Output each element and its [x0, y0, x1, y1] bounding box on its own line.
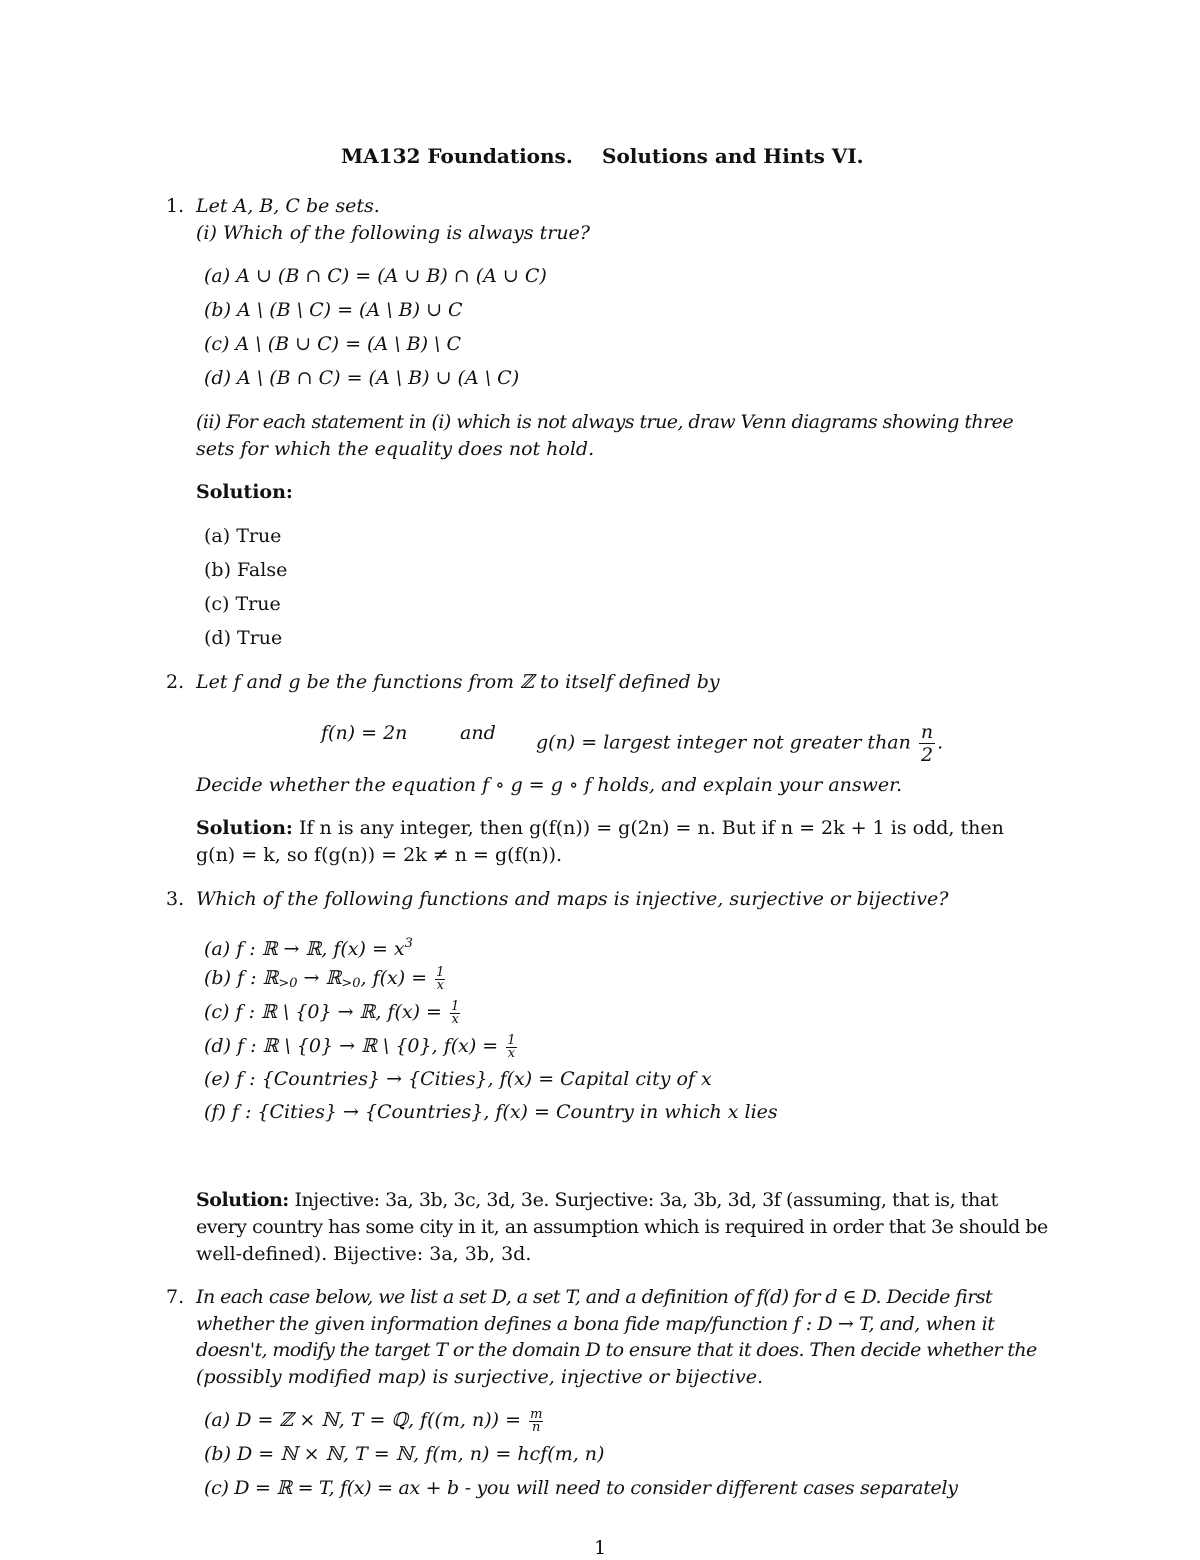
q7-option-a-denominator: n [532, 1419, 541, 1435]
q2-fraction-denominator: 2 [921, 744, 934, 766]
q3-solution-line2: every country has some city in it, an assumption which is required in order that 3e should be [196, 1216, 1048, 1238]
q3-option-d-fraction [506, 1032, 516, 1061]
q3-option-a-exponent: 3 [404, 936, 413, 951]
q3-option-a-text: (a) f : ℝ → ℝ, f(x) = x [204, 938, 405, 960]
q3-solution-label: Solution: [196, 1189, 289, 1211]
q3-option-b [204, 966, 447, 996]
q3-intro: Which of the following functions and maps is injective, surjective or bijective? [196, 888, 949, 910]
q7-number: 7. [166, 1286, 185, 1308]
q1-answer-a: (a) True [204, 525, 282, 547]
q3-option-b-sub2: >0 [341, 976, 361, 991]
q1-part-ii-line2: sets for which the equality does not hold. [196, 438, 595, 460]
q2-fraction [919, 721, 935, 766]
q3-solution-line1 [196, 1188, 998, 1212]
q1-number: 1. [166, 195, 185, 217]
q3-solution-line3: well-defined). Bijective: 3a, 3b, 3d. [196, 1243, 532, 1265]
q1-answer-b: (b) False [204, 559, 288, 581]
q7-line2: whether the given information defines a bona fide map/function f : D → T, and, when it [196, 1313, 995, 1335]
q2-equation-g-text: g(n) = largest integer not greater than [536, 731, 911, 754]
q3-option-b-text2: → ℝ [297, 967, 342, 989]
q3-option-f: (f) f : {Cities} → {Countries}, f(x) = Country in which x lies [204, 1101, 778, 1123]
course-title: MA132 Foundations. [341, 144, 573, 168]
q7-option-c: (c) D = ℝ = T, f(x) = ax + b - you will need to consider different cases separately [204, 1477, 958, 1499]
q2-solution-line2: g(n) = k, so f(g(n)) = 2k ≠ n = g(f(n)). [196, 844, 563, 866]
page-number: 1 [594, 1537, 607, 1559]
q3-option-b-sub1: >0 [278, 976, 298, 991]
q3-option-b-fraction [435, 964, 445, 993]
q1-option-b: (b) A \ (B \ C) = (A \ B) ∪ C [204, 299, 463, 321]
q3-option-c-numerator: 1 [451, 998, 460, 1014]
q3-option-c [204, 1000, 462, 1026]
q3-option-c-fraction [450, 998, 460, 1027]
q3-option-a [204, 932, 413, 961]
document-subtitle: Solutions and Hints VI. [602, 144, 864, 168]
q3-option-e: (e) f : {Countries} → {Cities}, f(x) = Capital city of x [204, 1068, 712, 1090]
q1-answer-c: (c) True [204, 593, 281, 615]
q3-option-c-denominator: x [451, 1011, 459, 1027]
q1-part-ii-line1: (ii) For each statement in (i) which is not always true, draw Venn diagrams showing three [196, 411, 1014, 433]
q3-option-c-text: (c) f : ℝ \ {0} → ℝ, f(x) = [204, 1001, 448, 1023]
q3-option-d [204, 1034, 519, 1060]
q2-equation-end: . [937, 731, 944, 754]
q7-option-a-numerator: m [530, 1406, 543, 1422]
q2-solution-label: Solution: [196, 817, 293, 839]
q3-solution-text1: Injective: 3a, 3b, 3c, 3d, 3e. Surjective: 3a, 3b, 3d, 3f (assuming, that is, that [294, 1189, 998, 1211]
q1-part-i: (i) Which of the following is always true? [196, 222, 590, 244]
q2-question: Decide whether the equation f ∘ g = g ∘ f holds, and explain your answer. [196, 774, 903, 796]
q3-option-b-text1: (b) f : ℝ [204, 967, 279, 989]
q3-option-b-numerator: 1 [436, 964, 445, 980]
q2-solution-text1: If n is any integer, then g(f(n)) = g(2n) = n. But if n = 2k + 1 is odd, then [298, 817, 1004, 839]
q1-option-c: (c) A \ (B ∪ C) = (A \ B) \ C [204, 333, 462, 355]
q7-option-a-text: (a) D = ℤ × ℕ, T = ℚ, f((m, n)) = [204, 1409, 528, 1431]
q3-option-d-numerator: 1 [507, 1032, 516, 1048]
q2-fraction-numerator: n [920, 721, 934, 743]
q7-option-b: (b) D = ℕ × ℕ, T = ℕ, f(m, n) = hcf(m, n) [204, 1443, 605, 1465]
q1-solution-label: Solution: [196, 481, 293, 503]
q1-option-a: (a) A ∪ (B ∩ C) = (A ∪ B) ∩ (A ∪ C) [204, 265, 547, 287]
q2-intro: Let f and g be the functions from ℤ to itself defined by [196, 671, 720, 693]
q1-option-d: (d) A \ (B ∩ C) = (A \ B) ∪ (A \ C) [204, 367, 520, 389]
q2-solution-line1 [196, 816, 1004, 840]
q1-intro: Let A, B, C be sets. [196, 195, 380, 217]
q2-number: 2. [166, 671, 185, 693]
q7-option-a-fraction [529, 1406, 543, 1435]
q3-number: 3. [166, 888, 185, 910]
q1-answer-d: (d) True [204, 627, 283, 649]
q2-equation-g [536, 721, 943, 766]
q7-line3: doesn't, modify the target T or the domain D to ensure that it does. Then decide whether the [196, 1339, 1037, 1361]
q3-option-d-text: (d) f : ℝ \ {0} → ℝ \ {0}, f(x) = [204, 1035, 505, 1057]
q7-line4: (possibly modified map) is surjective, injective or bijective. [196, 1366, 763, 1388]
q3-option-b-denominator: x [436, 977, 444, 993]
q2-equation-f: f(n) = 2n [321, 722, 408, 744]
q7-option-a [204, 1408, 545, 1434]
q7-line1: In each case below, we list a set D, a set T, and a definition of f(d) for d ∈ D. Decide first [196, 1286, 993, 1308]
q3-option-b-text3: , f(x) = [360, 967, 434, 989]
q2-equation-and: and [460, 722, 496, 744]
q3-option-d-denominator: x [507, 1045, 516, 1061]
